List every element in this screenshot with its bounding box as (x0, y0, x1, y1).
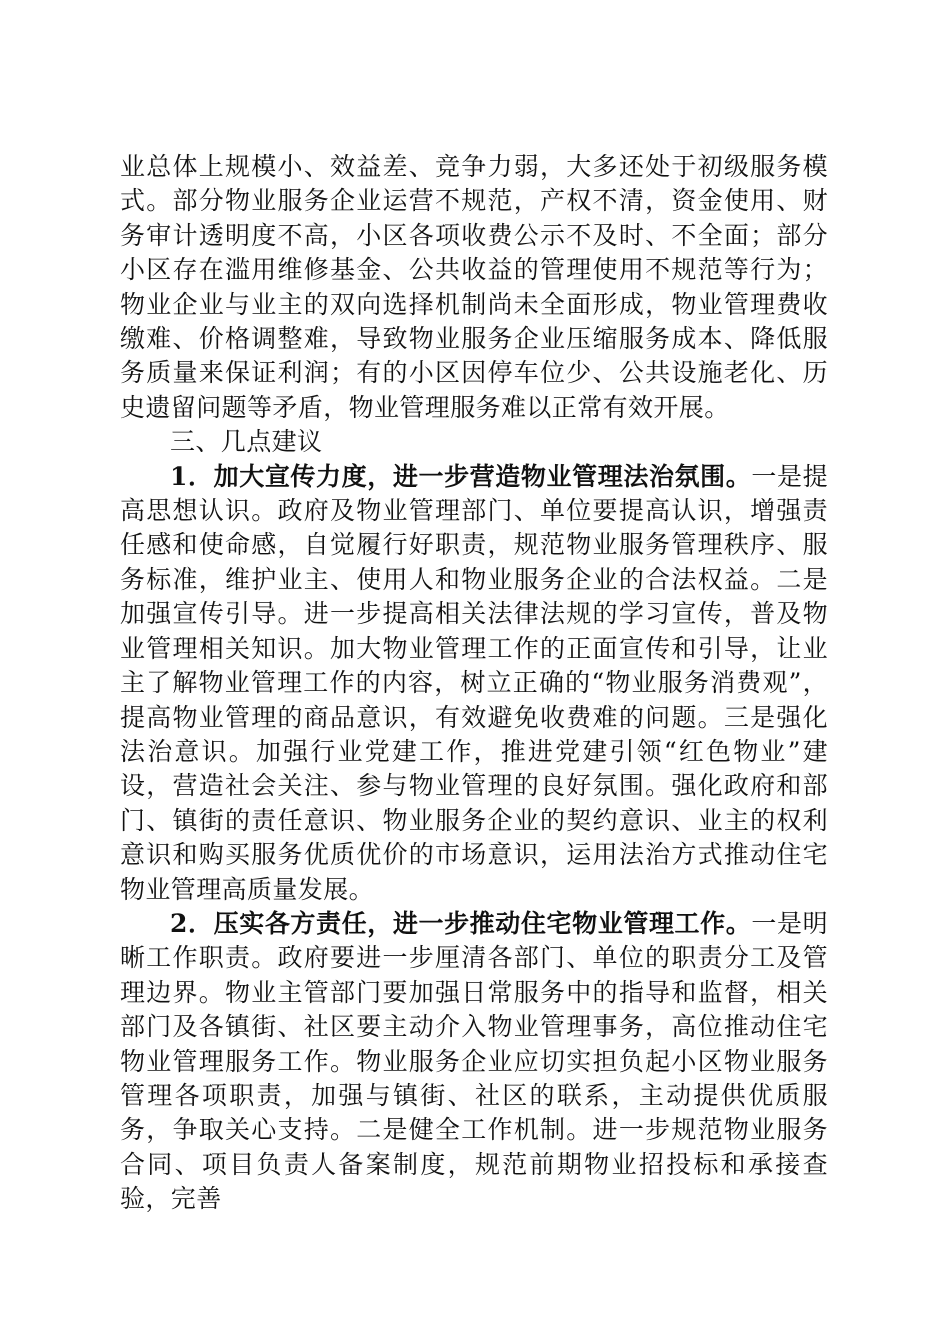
suggestion-1-title: 1．加大宣传力度，进一步营造物业管理法治氛围。 (170, 461, 752, 491)
document-page (120, 150, 828, 1217)
suggestion-2-body: 一是明晰工作职责。政府要进一步厘清各部门、单位的职责分工及管理边界。物业主管部门要加强日常服务中的指导和监督，相关部门及各镇街、社区要主动介入物业管理事务，高位推动住宅物业管理服务工作。物业服务企业应切实担负起小区物业服务管理各项职责，加强与镇街、社区的联系，主动提供优质服务，争取关心支持。二是健全工作机制。进一步规范物业服务合同、项目负责人备案制度，规范前期物业招投标和承接查验，完善 (120, 908, 828, 1214)
section-heading: 三、几点建议 (170, 427, 323, 457)
suggestion-1-paragraph (120, 460, 828, 907)
suggestion-2-paragraph (120, 907, 828, 1217)
suggestion-2-title: 2．压实各方责任，进一步推动住宅物业管理工作。 (170, 908, 752, 938)
continued-paragraph: 业总体上规模小、效益差、竞争力弱，大多还处于初级服务模式。部分物业服务企业运营不规范，产权不清，资金使用、财务审计透明度不高，小区各项收费公示不及时、不全面；部分小区存在滥用维修基金、公共收益的管理使用不规范等行为；物业企业与业主的双向选择机制尚未全面形成，物业管理费收缴难、价格调整难，导致物业服务企业压缩服务成本、降低服务质量来保证利润；有的小区因停车位少、公共设施老化、历史遗留问题等矛盾，物业管理服务难以正常有效开展。 (120, 152, 828, 422)
suggestion-1-body: 一是提高思想认识。政府及物业管理部门、单位要提高认识，增强责任感和使命感，自觉履行好职责，规范物业服务管理秩序、服务标准，维护业主、使用人和物业服务企业的合法权益。二是加强宣传引导。进一步提高相关法律法规的学习宣传，普及物业管理相关知识。加大物业管理工作的正面宣传和引导，让业主了解物业管理工作的内容，树立正确的“物业服务消费观”，提高物业管理的商品意识，有效避免收费难的问题。三是强化法治意识。加强行业党建工作，推进党建引领“红色物业”建设，营造社会关注、参与物业管理的良好氛围。强化政府和部门、镇街的责任意识、物业服务企业的契约意识、业主的权利意识和购买服务优质优价的市场意识，运用法治方式推动住宅物业管理高质量发展。 (120, 461, 828, 904)
